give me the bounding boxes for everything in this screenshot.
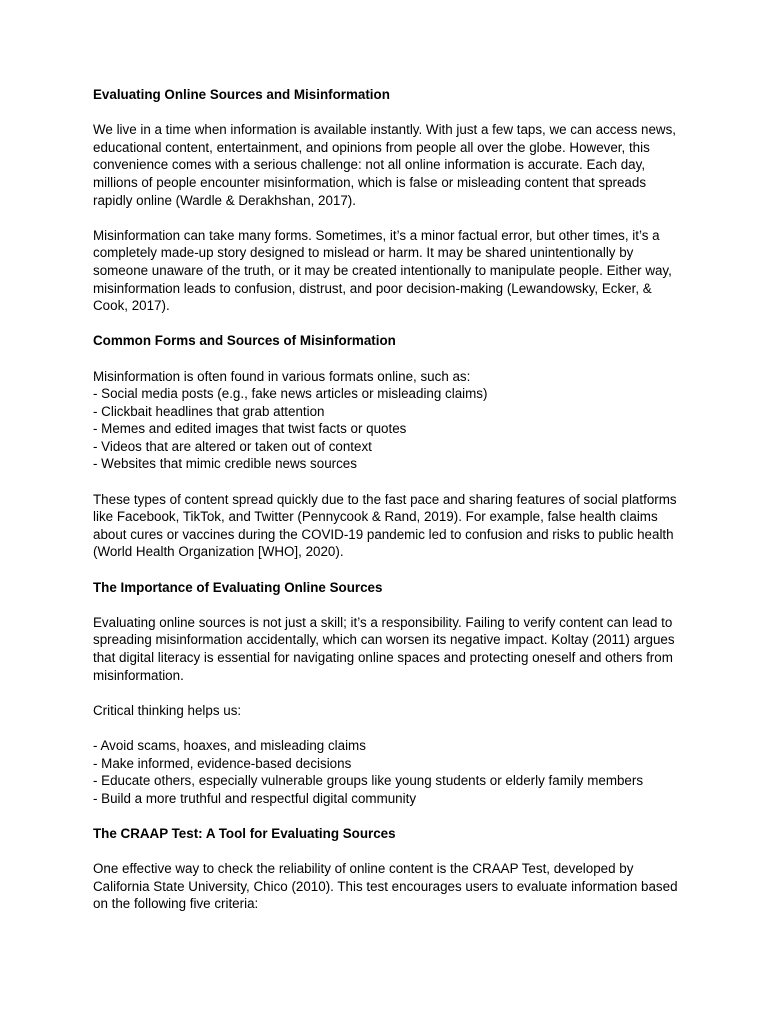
list-item: - Social media posts (e.g., fake news articles or misleading claims) — [93, 386, 488, 402]
list-item: - Videos that are altered or taken out of context — [93, 438, 372, 454]
intro-paragraph-1: We live in a time when information is available instantly. With just a few taps, we can access news, educational content, entertainment, and opinions from people all over the globe. However, this convenience comes with a serious challenge: not all online information is accurate. Each day, millions of people encounter misinformation, which is false or misleading content that spreads rapidly online (Wardle & Derakhshan, 2017). — [93, 122, 676, 208]
section1-paragraph: These types of content spread quickly due to the fast pace and sharing features of social platforms like Facebook, TikTok, and Twitter (Pennycook & Rand, 2019). For example, false health claims about cures or vaccines during the COVID-19 pandemic led to confusion and risks to public health (World Health Organization [WHO], 2020). — [93, 491, 677, 560]
list-item: - Make informed, evidence-based decisions — [93, 755, 352, 771]
section-heading-common-forms: Common Forms and Sources of Misinformation — [93, 333, 396, 349]
list-item: - Build a more truthful and respectful digital community — [93, 790, 417, 806]
section3-paragraph: One effective way to check the reliability of online content is the CRAAP Test, developed by California State University, Chico (2010). This test encourages users to evaluate information based on the following five criteria: — [93, 861, 678, 912]
list-item: - Avoid scams, hoaxes, and misleading claims — [93, 737, 366, 753]
section-heading-craap-test: The CRAAP Test: A Tool for Evaluating Sources — [93, 825, 396, 841]
critical-thinking-list — [93, 737, 688, 807]
section1-lead: Misinformation is often found in various formats online, such as: — [93, 368, 471, 384]
intro-paragraph-2: Misinformation can take many forms. Sometimes, it’s a minor factual error, but other times, it’s a completely made-up story designed to mislead or harm. It may be shared unintentionally by someone unaware of the truth, or it may be created intentionally to manipulate people. Either way, misinformation leads to confusion, distrust, and poor decision-making (Lewandowsky, Ecker, & Cook, 2017). — [93, 227, 672, 314]
list-item: - Memes and edited images that twist facts or quotes — [93, 421, 407, 437]
section2-lead: Critical thinking helps us: — [93, 702, 242, 718]
document-title: Evaluating Online Sources and Misinformation — [93, 87, 390, 102]
section-heading-importance: The Importance of Evaluating Online Sources — [93, 579, 383, 595]
list-item: - Clickbait headlines that grab attention — [93, 403, 325, 419]
list-item: - Websites that mimic credible news sources — [93, 456, 357, 472]
misinformation-formats-list — [93, 385, 688, 473]
list-item: - Educate others, especially vulnerable groups like young students or elderly family members — [93, 773, 644, 789]
section2-paragraph: Evaluating online sources is not just a skill; it’s a responsibility. Failing to verify content can lead to spreading misinformation accidentally, which can worsen its negative impact. Koltay (2011) argues that digital literacy is essential for navigating online spaces and protecting oneself and others from misinformation. — [93, 614, 675, 683]
